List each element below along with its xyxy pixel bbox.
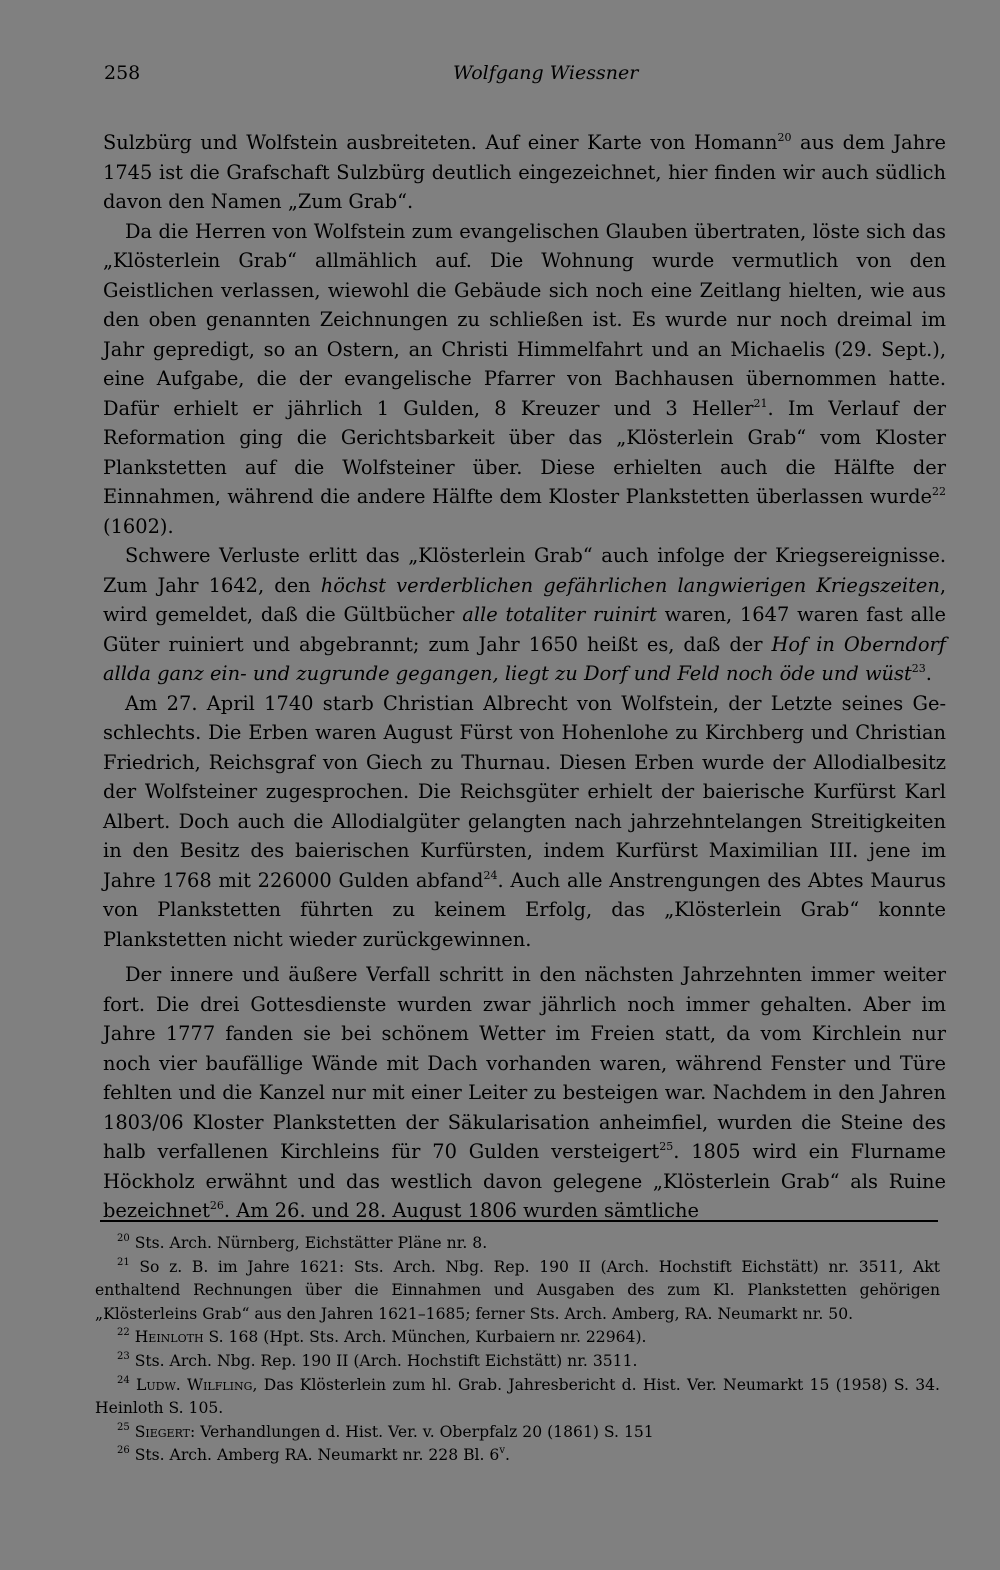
- text-run: Da die Herren von Wolfstein zum evangelischen Glauben übertraten, löste sich das „Klösterlein Grab“ allmählich auf. Die Wohnung wurde vermutlich von den Geistlichen verlassen, wiewohl die Gebäude sich noch eine Zeitlang hielten, wie aus den oben genannten Zeichnungen zu schließen ist. Es wurde nur noch dreimal im Jahr gepredigt, so an Ostern, an Christi Himmelfahrt und an Michaelis (29. Sept.), eine Aufgabe, die der evangelische Pfarrer von Bachhausen übernommen hatte. Dafür erhielt er jährlich 1 Gulden, 8 Kreuzer und 3 Heller: [103, 219, 946, 420]
- footnote-ref: 21: [753, 396, 768, 410]
- footnote-ref: 22: [932, 485, 946, 498]
- footnote-22: [95, 1326, 940, 1350]
- text-run: . Auch alle Anstrengungen des Abtes Maurus von Plankstetten führten zu keinem Erfolg, das „Klösterlein Grab“ konnte Plankstetten nicht wieder zurückgewinnen.: [103, 868, 946, 951]
- paragraph: [103, 541, 946, 689]
- text-run: . Im Verlauf der Reformation ging die Gerichtsbarkeit über das „Klösterlein Grab“ vom Kloster Plankstetten auf die Wolfsteiner über. Diese erhielten auch die Hälfte der Einnahmen, während die andere Hälfte dem Kloster Plankstetten überlassen wurde: [103, 396, 946, 508]
- paragraph: [103, 128, 946, 217]
- page-number: 258: [104, 62, 141, 84]
- quotation-italic: höchst verderblichen gefährlichen langwierigen Kriegszeiten: [320, 573, 940, 597]
- footnote-24: [95, 1374, 940, 1421]
- footnote-number: 25: [117, 1421, 130, 1433]
- author-name: Siegert: [134, 1422, 191, 1441]
- footnote-text: S. 168 (Hpt. Sts. Arch. München, Kurbaiern nr. 22964).: [203, 1328, 647, 1347]
- footnote-21: [95, 1256, 940, 1327]
- footnote-text: So z. B. im Jahre 1621: Sts. Arch. Nbg. Rep. 190 II (Arch. Hochstift Eichstätt) nr. 3511, Akt enthaltend Rechnungen über die Einnahmen und Ausgaben des zum Kl. Plankstetten gehörigen „Klösterleins Grab“ aus den Jahren 1621–1685; ferner Sts. Arch. Amberg, RA. Neumarkt nr. 50.: [95, 1257, 940, 1323]
- footnote-text: : Verhandlungen d. Hist. Ver. v. Oberpfalz 20 (1861) S. 151: [190, 1422, 654, 1441]
- text-run: Am 27. April 1740 starb Christian Albrecht von Wolfstein, der Letzte seines Geschlechts. Die Erben waren August Fürst von Hohenlohe zu Kirchberg und Christian Friedrich, Reichsgraf von Giech zu Thurnau. Diesen Erben wurde der Allodialbesitz der Wolfsteiner zugesprochen. Die Reichsgüter erhielt der baierische Kurfürst Karl Albert. Doch auch die Allodialgüter gelangten nach jahrzehntelangen Streitigkeiten in den Besitz des baierischen Kurfürsten, indem Kurfürst Maximilian III. jene im Jahre 1768 mit 226000 Gulden abfand: [103, 691, 946, 892]
- folio-verso-mark: v: [499, 1445, 506, 1457]
- footnote-divider: [100, 1220, 938, 1222]
- paragraph: [103, 960, 946, 1226]
- author-name: Heinloth: [134, 1328, 204, 1347]
- text-run: . Am 26. und 28. August 1806 wurden sämtliche: [223, 1199, 699, 1222]
- footnote-text: Sts. Arch. Nbg. Rep. 190 II (Arch. Hochstift Eichstätt) nr. 3511.: [129, 1351, 638, 1370]
- text-run: Schwere Verluste erlitt das „Klösterlein Grab“ auch infolge der Kriegsereignisse. Zum Jahr 1642, den: [103, 544, 946, 597]
- text-run: waren, 1647 waren fast alle Güter ruiniert und abgebrannt; zum Jahr 1650 heißt es, daß der: [103, 603, 946, 656]
- paragraph: [103, 217, 946, 542]
- footnotes: [95, 1232, 940, 1468]
- footnote-number: 22: [117, 1327, 130, 1339]
- footnote-25: [95, 1421, 940, 1445]
- text-run: (1602).: [103, 514, 174, 538]
- footnote-26: [95, 1444, 940, 1468]
- footnote-ref: 25: [659, 1140, 674, 1153]
- footnote-number: 23: [117, 1350, 130, 1362]
- footnote-23: [95, 1350, 940, 1374]
- text-run: aus dem Jahre 1745 ist die Grafschaft Sulzbürg deutlich eingezeichnet, hier finden wir auch südlich davon den Namen „Zum Grab“.: [103, 131, 946, 213]
- author-name: Ludw. Wilfling: [136, 1375, 253, 1394]
- running-head: Wolfgang Wiessner: [453, 62, 639, 84]
- page-header: [104, 62, 944, 92]
- text-run: Der innere und äußere Verfall schritt in den nächsten Jahrzehnten immer weiter fort. Die drei Gottesdienste wurden zwar jährlich noch immer gehalten. Aber im Jahre 1777 fanden sie bei schönem Wetter im Freien statt, da vom Kirchlein nur noch vier baufällige Wände mit Dach vorhanden waren, während Fenster und Türe fehlten und die Kanzel nur mit einer Leiter zu besteigen war. Nachdem in den Jahren 1803/06 Kloster Plankstetten der Säkularisation anheimfiel, wurden die Steine des halb verfallenen Kirchleins für 70 Gulden versteigert: [103, 963, 946, 1163]
- footnote-number: 21: [117, 1256, 130, 1268]
- footnote-number: 20: [117, 1233, 130, 1244]
- footnote-number: 24: [117, 1374, 130, 1386]
- text-run: .: [925, 662, 932, 685]
- footnote-number: 26: [117, 1445, 130, 1457]
- footnote-20: [95, 1232, 940, 1256]
- text-run: . 1805 wird ein Flurname Höckholz erwähnt und das westlich davon gelegene „Klösterlein Grab“ als Ruine bezeichnet: [103, 1140, 946, 1222]
- text-run: , wird gemeldet, daß die Gültbücher: [103, 573, 946, 626]
- main-text: [103, 128, 946, 1226]
- footnote-text: , Das Klösterlein zum hl. Grab. Jahresbericht d. Hist. Ver. Neumarkt 15 (1958) S. 34. Heinloth S. 105.: [95, 1375, 941, 1418]
- footnote-text: Sts. Arch. Amberg RA. Neumarkt nr. 228 Bl. 6: [129, 1446, 500, 1465]
- footnote-text: Sts. Arch. Nürnberg, Eichstätter Pläne nr. 8.: [129, 1234, 488, 1252]
- paragraph: [103, 689, 946, 955]
- footnote-ref: 20: [777, 131, 792, 144]
- text-run: Sulzbürg und Wolfstein ausbreiteten. Auf einer Karte von Homann: [103, 131, 778, 154]
- footnote-ref: 23: [911, 662, 926, 675]
- footnote-ref: 26: [209, 1199, 224, 1212]
- footnote-ref: 24: [483, 868, 498, 882]
- footnote-text: .: [505, 1446, 510, 1465]
- quotation-italic: alle totaliter ruinirt: [462, 603, 657, 626]
- quotation-italic: Hof in Oberndorf allda ganz ein- und zugrunde gegangen, liegt zu Dorf und Feld noch öde und wüst: [103, 632, 946, 685]
